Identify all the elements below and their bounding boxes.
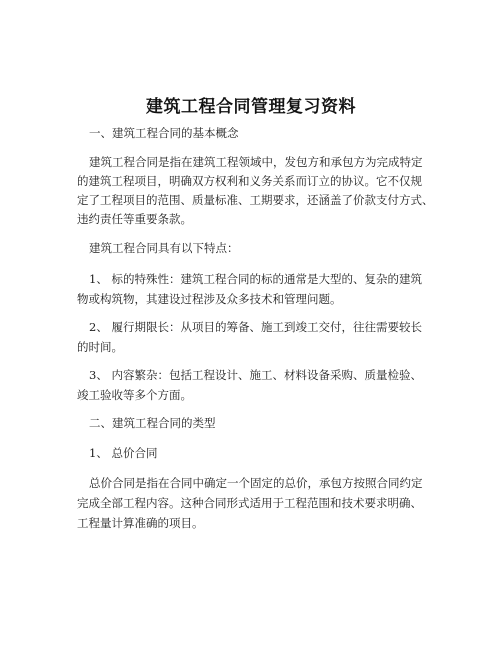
list-item-line: 的时间。 <box>77 340 123 354</box>
list-item-line: 物或构筑物，其建设过程涉及众多技术和管理问题。 <box>77 292 342 306</box>
list-item-line: 2、 履行期限长：从项目的筹备、施工到竣工交付，往往需要较长 <box>89 320 422 334</box>
list-item-line: 1、 标的特殊性：建筑工程合同的标的通常是大型的、复杂的建筑 <box>89 272 422 286</box>
list-item-line: 竣工验收等多个方面。 <box>77 388 192 402</box>
document-title: 建筑工程合同管理复习资料 <box>146 97 356 117</box>
paragraph-line: 定了工程项目的范围、质量标准、工期要求，还涵盖了价款支付方式、 <box>77 193 434 207</box>
section-heading-1: 一、建筑工程合同的基本概念 <box>89 126 239 140</box>
subsection-heading: 1、 总价合同 <box>89 446 158 460</box>
list-item-line: 3、 内容繁杂：包括工程设计、施工、材料设备采购、质量检验、 <box>89 368 422 382</box>
paragraph-line: 完成全部工程内容。这种合同形式适用于工程范围和技术要求明确、 <box>77 496 422 510</box>
paragraph-line: 总价合同是指在合同中确定一个固定的总价，承包方按照合同约定 <box>89 476 423 490</box>
paragraph-line: 工程量计算准确的项目。 <box>77 516 204 530</box>
section-heading-2: 二、建筑工程合同的类型 <box>89 416 216 430</box>
paragraph-line: 建筑工程合同具有以下特点： <box>89 241 239 255</box>
paragraph-line: 违约责任等重要条款。 <box>77 212 192 226</box>
paragraph-line: 的建筑工程项目，明确双方权利和义务关系而订立的协议。它不仅规 <box>77 174 422 188</box>
paragraph-line: 建筑工程合同是指在建筑工程领域中，发包方和承包方为完成特定 <box>89 155 423 169</box>
